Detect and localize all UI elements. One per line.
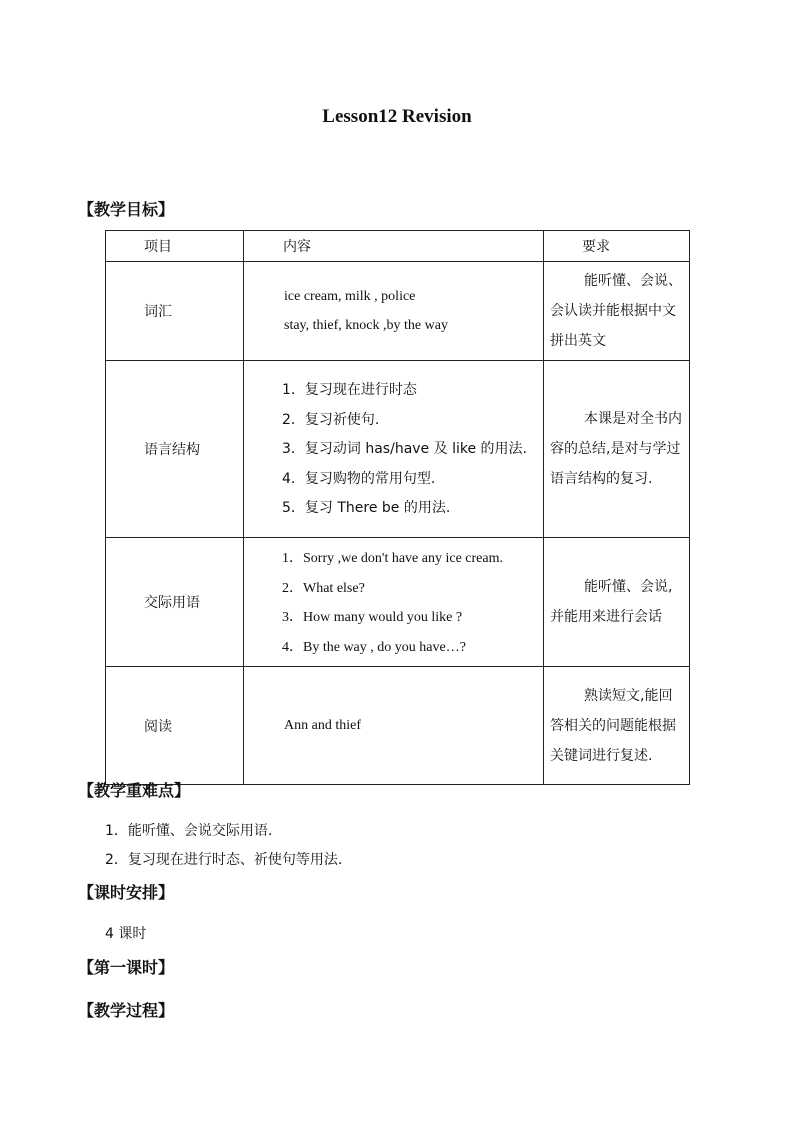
header-content: 内容 (244, 231, 544, 262)
row-label: 语言结构 (106, 361, 244, 538)
content-line: Ann and thief (284, 717, 361, 733)
page-title: Lesson12 Revision (322, 106, 472, 127)
schedule-text: 4 课时 (105, 926, 147, 942)
requirement-text: 熟读短文,能回答相关的问题能根据关键词进行复述. (550, 687, 676, 764)
row-content (244, 361, 544, 538)
requirement-text: 本课是对全书内容的总结,是对与学过语言结构的复习. (550, 411, 682, 487)
table-row (106, 262, 690, 361)
content-line: 1．Sorry ,we don't have any ice cream. (282, 551, 503, 566)
requirement-text: 能听懂、会说、会认读并能根据中文拼出英文 (550, 273, 682, 349)
row-content (244, 667, 544, 785)
table-row (106, 538, 690, 667)
row-content (244, 538, 544, 667)
content-line: 2．复习祈使句. (282, 411, 380, 428)
section-heading-goals: 【教学目标】 (78, 200, 175, 219)
row-content (244, 262, 544, 361)
content-line: 4．复习购物的常用句型. (282, 470, 436, 487)
content-line: 2．What else? (282, 580, 365, 596)
keypoint-item: 1．能听懂、会说交际用语. (105, 823, 273, 839)
row-requirement (544, 361, 690, 538)
section-heading-schedule: 【课时安排】 (78, 883, 175, 902)
row-requirement (544, 262, 690, 361)
header-item: 项目 (106, 231, 244, 262)
content-line: 1．复习现在进行时态 (282, 382, 417, 399)
content-line: 3．How many would you like ? (282, 610, 463, 625)
requirement-text: 能听懂、会说,并能用来进行会话 (550, 579, 673, 625)
header-requirement: 要求 (544, 231, 690, 262)
row-label: 交际用语 (106, 538, 244, 667)
table-row (106, 361, 690, 538)
content-line: stay, thief, knock ,by the way (284, 318, 448, 333)
section-heading-first-lesson: 【第一课时】 (78, 958, 175, 977)
keypoint-item: 2．复习现在进行时态、祈使句等用法. (105, 852, 343, 868)
row-requirement (544, 538, 690, 667)
row-requirement (544, 667, 690, 785)
row-label: 阅读 (106, 667, 244, 785)
table-row (106, 667, 690, 785)
content-line: ice cream, milk , police (284, 289, 416, 304)
goals-table (105, 230, 690, 785)
content-line: 3．复习动词 has/have 及 like 的用法. (282, 441, 527, 458)
row-label: 词汇 (106, 262, 244, 361)
section-heading-process: 【教学过程】 (78, 1001, 175, 1020)
section-heading-keypoints: 【教学重难点】 (78, 781, 191, 800)
content-line: 4．By the way , do you have…? (282, 639, 466, 655)
content-line: 5．复习 There be 的用法. (282, 500, 451, 517)
table-header-row (106, 231, 690, 262)
